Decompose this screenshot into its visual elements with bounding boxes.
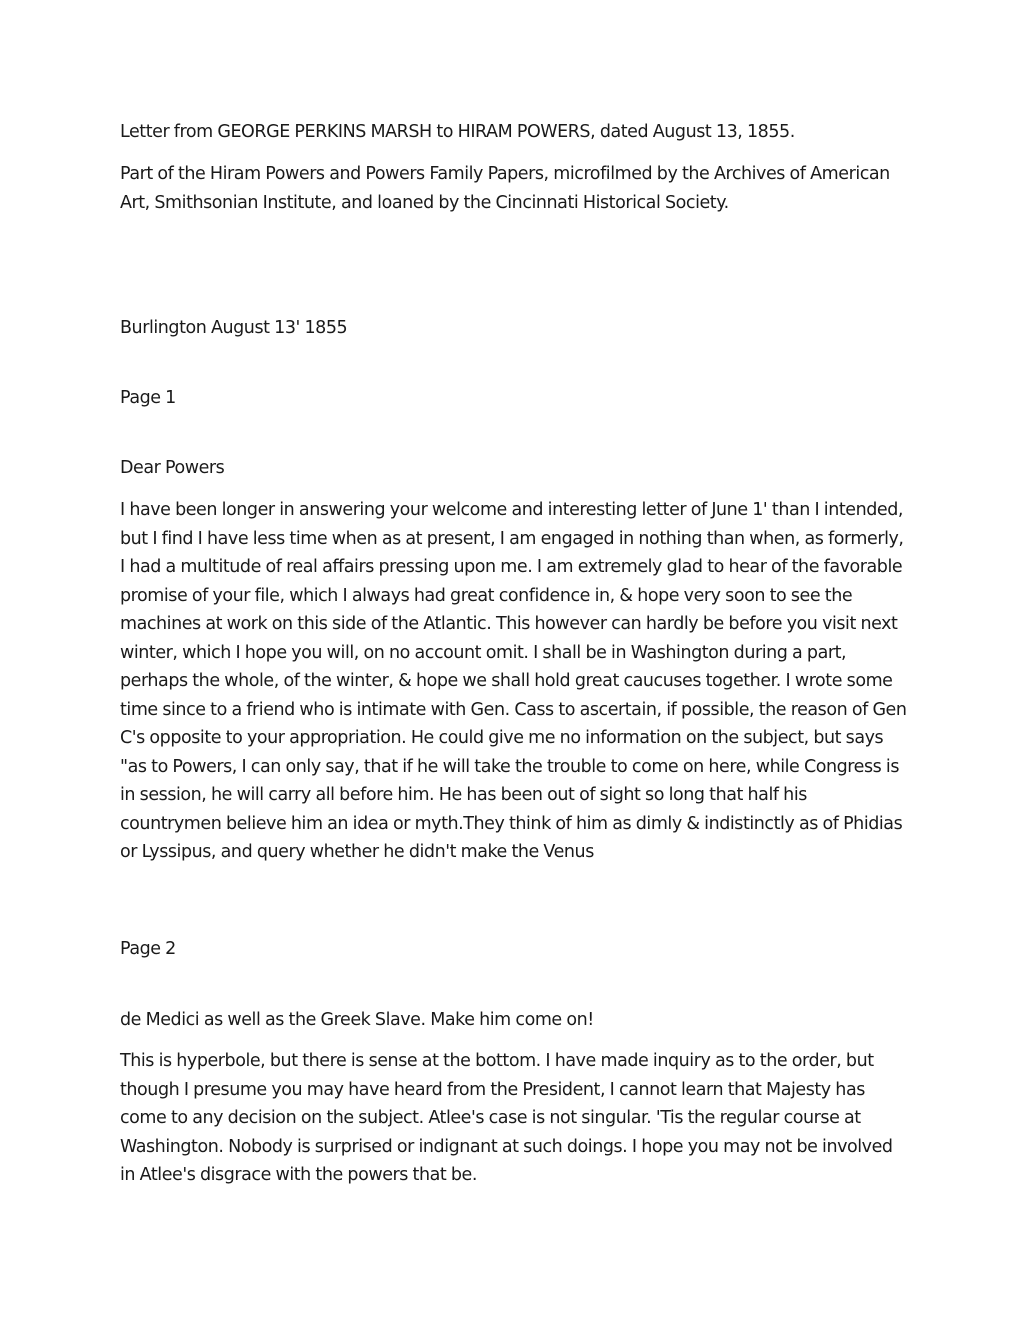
letter-continuation: de Medici as well as the Greek Slave. Make him come on! xyxy=(120,1010,594,1030)
source-note: Part of the Hiram Powers and Powers Family Papers, microfilmed by the Archives of American Art, Smithsonian Institute, and loaned by the Cincinnati Historical Society. xyxy=(120,164,890,213)
letter-body-paragraph-1: I have been longer in answering your welcome and interesting letter of June 1' than I intended, but I find I have less time when as at present, I am engaged in nothing than when, as formerly, I had a multitude of real affairs pressing upon me. I am extremely glad to hear of the favorable promise of your file, which I always had great confidence in, & hope very soon to see the machines at work on this side of the Atlantic. This however can hardly be before you visit next winter, which I hope you will, on no account omit. I shall be in Washington during a part, perhaps the whole, of the winter, & hope we shall hold great caucuses together. I wrote some time since to a friend who is intimate with Gen. Cass to ascertain, if possible, the reason of Gen C's opposite to your appropriation. He could give me no information on the subject, but says "as to Powers, I can only say, that if he will take the trouble to come on here, while Congress is in session, he will carry all before him. He has been out of sight so long that half his countrymen believe him an idea or myth.They think of him as dimly & indistinctly as of Phidias or Lyssipus, and query whether he didn't make the Venus xyxy=(120,500,907,862)
letter-body-paragraph-2: This is hyperbole, but there is sense at the bottom. I have made inquiry as to the order, but though I presume you may have heard from the President, I cannot learn that Majesty has come to any decision on the subject. Atlee's case is not singular. 'Tis the regular course at Washington. Nobody is surprised or indignant at such doings. I hope you may not be involved in Atlee's disgrace with the powers that be. xyxy=(120,1051,893,1185)
document-title: Letter from GEORGE PERKINS MARSH to HIRAM POWERS, dated August 13, 1855. xyxy=(120,122,795,142)
page-1-label: Page 1 xyxy=(120,388,176,408)
letter-place-date: Burlington August 13' 1855 xyxy=(120,318,348,338)
page-2-label: Page 2 xyxy=(120,939,176,959)
letter-salutation: Dear Powers xyxy=(120,458,225,478)
